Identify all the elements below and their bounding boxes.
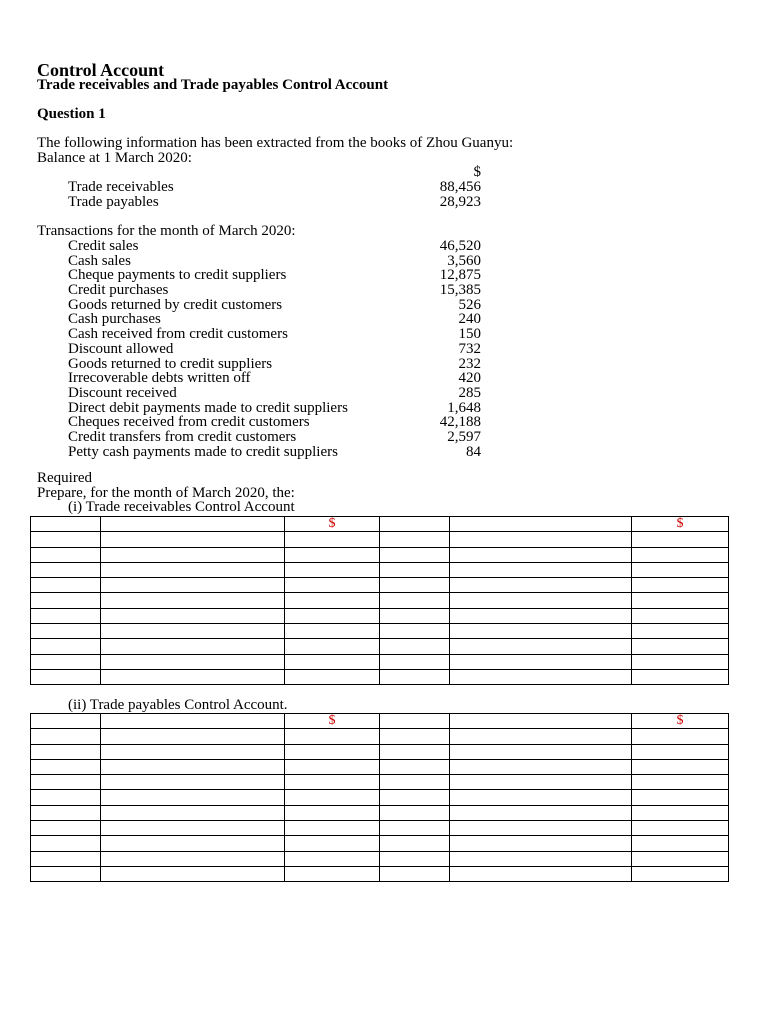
ledger-cell[interactable]	[632, 654, 729, 669]
ledger-cell[interactable]	[632, 821, 729, 836]
transaction-label: Petty cash payments made to credit suppliers	[68, 443, 338, 460]
ledger-cell[interactable]	[450, 714, 632, 729]
balance-values	[380, 180, 481, 209]
ledger-cell[interactable]	[380, 821, 450, 836]
transaction-label: Goods returned by credit customers	[68, 296, 283, 313]
ledger-cell[interactable]	[632, 775, 729, 790]
ledger-row	[31, 578, 729, 593]
ledger-cell[interactable]	[285, 790, 380, 805]
trade-payables-ledger	[30, 713, 729, 882]
ledger-cell[interactable]	[450, 775, 632, 790]
ledger-cell[interactable]	[380, 578, 450, 593]
ledger-cell[interactable]	[450, 593, 632, 608]
ledger-cell[interactable]	[101, 654, 285, 669]
ledger-currency-cell[interactable]: $	[285, 517, 380, 532]
transaction-value: 3,560	[447, 252, 481, 269]
ledger-cell[interactable]	[450, 821, 632, 836]
ledger-cell[interactable]	[285, 759, 380, 774]
transaction-label: Credit transfers from credit customers	[68, 428, 297, 445]
ledger-cell[interactable]	[632, 547, 729, 562]
ledger-row	[31, 866, 729, 881]
ledger-cell[interactable]	[101, 744, 285, 759]
ledger-cell[interactable]	[450, 562, 632, 577]
ledger-cell[interactable]	[380, 851, 450, 866]
ledger-cell[interactable]	[632, 624, 729, 639]
ledger-cell[interactable]	[285, 532, 380, 547]
ledger-header-row	[31, 714, 729, 729]
ledger-cell[interactable]	[101, 608, 285, 623]
ledger-cell[interactable]	[380, 639, 450, 654]
ledger-cell[interactable]	[285, 624, 380, 639]
ledger-cell[interactable]	[285, 836, 380, 851]
transaction-label: Direct debit payments made to credit suppliers	[68, 399, 348, 416]
transaction-value: 150	[458, 326, 481, 343]
ledger-cell[interactable]	[450, 790, 632, 805]
ledger-cell[interactable]	[31, 821, 101, 836]
ledger-cell[interactable]	[450, 639, 632, 654]
transaction-labels	[68, 239, 348, 459]
transaction-label: Discount received	[68, 384, 177, 401]
ledger-cell[interactable]	[101, 517, 285, 532]
ledger-cell[interactable]	[380, 547, 450, 562]
ledger-cell[interactable]	[101, 669, 285, 684]
ledger-cell[interactable]	[285, 729, 380, 744]
ledger-currency-cell[interactable]: $	[632, 714, 729, 729]
currency-header: $	[473, 164, 481, 180]
ledger-cell[interactable]	[380, 517, 450, 532]
ledger-cell[interactable]	[101, 714, 285, 729]
ledger-cell[interactable]	[101, 547, 285, 562]
ledger-cell[interactable]	[285, 866, 380, 881]
ledger-cell[interactable]	[380, 624, 450, 639]
ledger-cell[interactable]	[31, 775, 101, 790]
ledger-cell[interactable]	[31, 759, 101, 774]
ledger-cell[interactable]	[380, 836, 450, 851]
transaction-value: 42,188	[439, 414, 481, 431]
ledger-cell[interactable]	[285, 547, 380, 562]
ledger-cell[interactable]	[632, 836, 729, 851]
ledger-cell[interactable]	[31, 805, 101, 820]
ledger-cell[interactable]	[632, 532, 729, 547]
ledger-cell[interactable]	[380, 866, 450, 881]
balance-labels	[68, 180, 174, 209]
intro-line: The following information has been extracted from the books of Zhou Guanyu:	[37, 135, 514, 151]
ledger-cell[interactable]	[101, 624, 285, 639]
ledger-cell[interactable]	[285, 775, 380, 790]
ledger-cell[interactable]	[31, 851, 101, 866]
ledger-cell[interactable]	[450, 532, 632, 547]
transaction-label: Cash sales	[68, 252, 131, 269]
ledger-cell[interactable]	[101, 821, 285, 836]
ledger-cell[interactable]	[450, 851, 632, 866]
ledger-cell[interactable]	[101, 593, 285, 608]
ledger-row	[31, 744, 729, 759]
ledger-cell[interactable]	[31, 866, 101, 881]
ledger-cell[interactable]	[31, 562, 101, 577]
ledger-cell[interactable]	[380, 532, 450, 547]
ledger-cell[interactable]	[31, 790, 101, 805]
ledger-row	[31, 593, 729, 608]
ledger-cell[interactable]	[285, 639, 380, 654]
transaction-label: Credit sales	[68, 238, 139, 254]
ledger-cell[interactable]	[101, 759, 285, 774]
ledger-cell[interactable]	[632, 669, 729, 684]
ledger-cell[interactable]	[101, 790, 285, 805]
ledger-cell[interactable]	[380, 608, 450, 623]
balance-value: 88,456	[439, 179, 481, 195]
ledger-cell[interactable]	[31, 517, 101, 532]
trade-receivables-ledger	[30, 516, 729, 685]
transaction-value: 1,648	[447, 399, 481, 416]
balance-label: Trade payables	[68, 193, 159, 210]
transaction-label: Credit purchases	[68, 282, 169, 299]
ledger-cell[interactable]	[101, 851, 285, 866]
ledger-cell[interactable]	[380, 775, 450, 790]
ledger-cell[interactable]	[632, 593, 729, 608]
ledger-cell[interactable]	[101, 866, 285, 881]
ledger-cell[interactable]	[450, 836, 632, 851]
transaction-value: 285	[458, 384, 481, 401]
ledger-cell[interactable]	[285, 805, 380, 820]
ledger-cell[interactable]	[285, 669, 380, 684]
ledger-cell[interactable]	[632, 744, 729, 759]
ledger-cell[interactable]	[285, 851, 380, 866]
ledger-cell[interactable]	[632, 790, 729, 805]
ledger-cell[interactable]	[101, 836, 285, 851]
ledger-cell[interactable]	[31, 654, 101, 669]
ledger-row	[31, 805, 729, 820]
ledger-cell[interactable]	[450, 654, 632, 669]
ledger-row	[31, 836, 729, 851]
ledger-cell[interactable]	[380, 669, 450, 684]
transaction-value: 240	[458, 311, 481, 328]
ledger-row	[31, 851, 729, 866]
required-label: Required	[37, 470, 92, 486]
balance-label: Trade receivables	[68, 179, 174, 195]
ledger-cell[interactable]	[285, 821, 380, 836]
ledger-row	[31, 624, 729, 639]
ledger-cell[interactable]	[450, 624, 632, 639]
ledger-cell[interactable]	[450, 866, 632, 881]
ledger-cell[interactable]	[285, 578, 380, 593]
ledger-cell[interactable]	[285, 744, 380, 759]
transaction-value: 84	[466, 443, 481, 460]
ledger-currency-cell[interactable]: $	[285, 714, 380, 729]
ledger-cell[interactable]	[380, 790, 450, 805]
ledger-cell[interactable]	[285, 562, 380, 577]
ledger-cell[interactable]	[450, 608, 632, 623]
ledger-row	[31, 821, 729, 836]
ledger-cell[interactable]	[450, 805, 632, 820]
ledger-cell[interactable]	[31, 639, 101, 654]
transaction-label: Cash purchases	[68, 311, 161, 328]
ledger-cell[interactable]	[632, 639, 729, 654]
transaction-label: Cheques received from credit customers	[68, 414, 310, 431]
ledger-cell[interactable]	[450, 669, 632, 684]
transaction-value: 420	[458, 370, 481, 387]
ledger-row	[31, 759, 729, 774]
ledger-cell[interactable]	[632, 578, 729, 593]
transaction-label: Cash received from credit customers	[68, 326, 288, 343]
ledger-cell[interactable]	[450, 759, 632, 774]
ledger-row	[31, 669, 729, 684]
ledger-row	[31, 729, 729, 744]
ledger-cell[interactable]	[101, 639, 285, 654]
ledger-cell[interactable]	[450, 547, 632, 562]
ledger-row	[31, 562, 729, 577]
ledger-cell[interactable]	[450, 744, 632, 759]
ledger-cell[interactable]	[31, 836, 101, 851]
ledger-cell[interactable]	[380, 729, 450, 744]
ledger-cell[interactable]	[101, 532, 285, 547]
ledger-row	[31, 608, 729, 623]
transaction-label: Irrecoverable debts written off	[68, 370, 251, 387]
ledger-cell[interactable]	[101, 775, 285, 790]
ledger-row	[31, 532, 729, 547]
transaction-values	[380, 239, 481, 459]
ledger-cell[interactable]	[450, 729, 632, 744]
ledger-cell[interactable]	[632, 562, 729, 577]
ledger-cell[interactable]	[380, 714, 450, 729]
transaction-value: 732	[458, 340, 481, 357]
page-title: Control Account	[37, 60, 165, 80]
transaction-value: 232	[458, 355, 481, 372]
part-one-heading: (i) Trade receivables Control Account	[68, 499, 295, 515]
transaction-value: 15,385	[439, 282, 481, 299]
ledger-cell[interactable]	[31, 729, 101, 744]
ledger-header-row	[31, 517, 729, 532]
ledger-cell[interactable]	[31, 578, 101, 593]
ledger-cell[interactable]	[380, 805, 450, 820]
ledger-cell[interactable]	[380, 654, 450, 669]
ledger-cell[interactable]	[380, 744, 450, 759]
ledger-cell[interactable]	[632, 851, 729, 866]
ledger-cell[interactable]	[31, 593, 101, 608]
transaction-label: Goods returned to credit suppliers	[68, 355, 273, 372]
ledger-cell[interactable]	[31, 714, 101, 729]
ledger-row	[31, 547, 729, 562]
transaction-value: 46,520	[439, 238, 481, 254]
ledger-cell[interactable]	[101, 729, 285, 744]
ledger-cell[interactable]	[285, 654, 380, 669]
ledger-currency-cell[interactable]: $	[632, 517, 729, 532]
ledger-cell[interactable]	[101, 562, 285, 577]
ledger-row	[31, 639, 729, 654]
ledger-cell[interactable]	[632, 608, 729, 623]
transaction-value: 12,875	[439, 267, 481, 284]
ledger-cell[interactable]	[101, 805, 285, 820]
ledger-cell[interactable]	[380, 759, 450, 774]
ledger-cell[interactable]	[380, 562, 450, 577]
ledger-row	[31, 775, 729, 790]
question-heading: Question 1	[37, 106, 106, 122]
ledger-cell[interactable]	[632, 805, 729, 820]
ledger-cell[interactable]	[31, 532, 101, 547]
ledger-cell[interactable]	[450, 578, 632, 593]
ledger-cell[interactable]	[101, 578, 285, 593]
ledger-cell[interactable]	[31, 624, 101, 639]
transactions-heading: Transactions for the month of March 2020:	[37, 223, 296, 239]
transaction-label: Discount allowed	[68, 340, 174, 357]
ledger-cell[interactable]	[31, 669, 101, 684]
required-prompt: Prepare, for the month of March 2020, the:	[37, 485, 295, 501]
ledger-cell[interactable]	[31, 744, 101, 759]
ledger-cell[interactable]	[285, 608, 380, 623]
ledger-cell[interactable]	[632, 729, 729, 744]
ledger-row	[31, 654, 729, 669]
transaction-label: Cheque payments to credit suppliers	[68, 267, 287, 284]
part-two-heading: (ii) Trade payables Control Account.	[68, 697, 288, 713]
ledger-cell[interactable]	[632, 866, 729, 881]
balance-date-line: Balance at 1 March 2020:	[37, 150, 192, 166]
ledger-row	[31, 790, 729, 805]
ledger-cell[interactable]	[450, 517, 632, 532]
transaction-value: 2,597	[447, 428, 481, 445]
transaction-value: 526	[458, 296, 481, 313]
ledger-cell[interactable]	[632, 759, 729, 774]
ledger-cell[interactable]	[31, 547, 101, 562]
ledger-cell[interactable]	[31, 608, 101, 623]
page-subtitle: Trade receivables and Trade payables Control Account	[37, 77, 389, 93]
ledger-cell[interactable]	[380, 593, 450, 608]
ledger-cell[interactable]	[285, 593, 380, 608]
balance-value: 28,923	[439, 193, 481, 210]
